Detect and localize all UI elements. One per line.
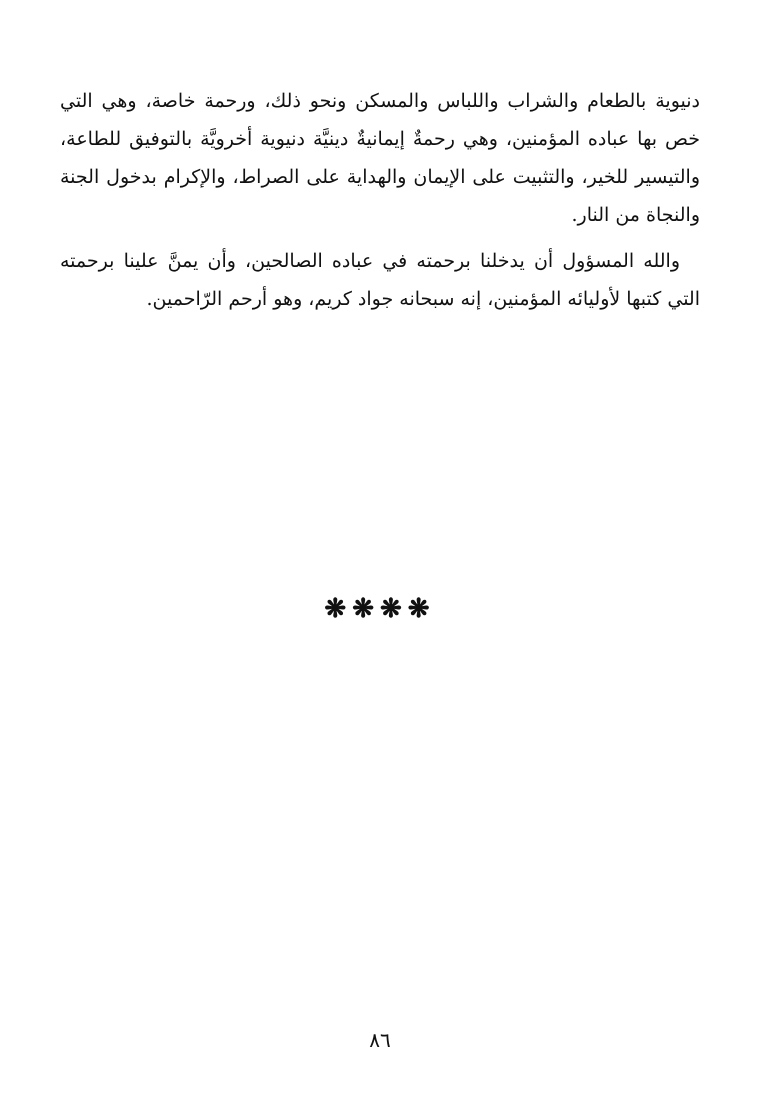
paragraph-1: دنيوية بالطعام والشراب واللباس والمسكن ونحو ذلك، ورحمة خاصة، وهي التي خص بها عباده المؤمنين، وهي رحمةٌ إيمانيةٌ دينيَّة دنيوية أخرويَّة بالتوفيق للطاعة، والتيسير للخير، والتثبيت على الإيمان والهداية على الصراط، والإكرام بدخول الجنة والنجاة من النار. bbox=[60, 90, 700, 226]
page-number: ٨٦ bbox=[369, 1028, 391, 1052]
section-separator: ❋❋❋❋ bbox=[324, 594, 436, 624]
paragraph-2: والله المسؤول أن يدخلنا برحمته في عباده الصالحين، وأن يمنَّ علينا برحمته التي كتبها لأوليائه المؤمنين، إنه سبحانه جواد كريم، وهو أرحم الرّاحمين. bbox=[60, 250, 700, 310]
body-text bbox=[60, 82, 700, 318]
